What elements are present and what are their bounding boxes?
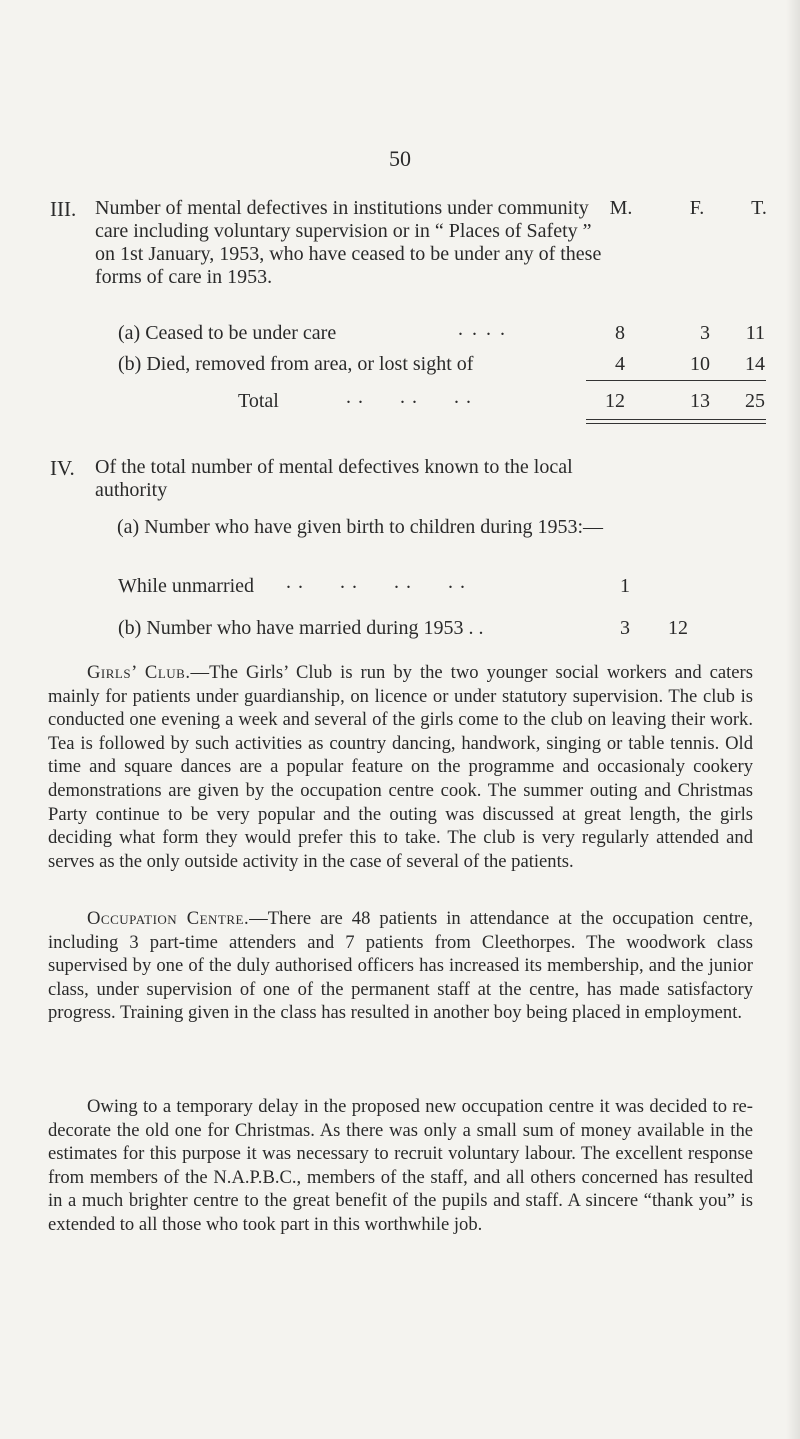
girls-club-paragraph (48, 661, 753, 873)
total-label: Total (238, 390, 279, 412)
unmarried-leader: . . . . . . . . (286, 571, 466, 593)
occupation-centre-paragraph (48, 907, 753, 1025)
total-rule-2 (586, 423, 766, 424)
section-3-number: III. (50, 197, 77, 221)
section-4-number: IV. (50, 456, 75, 480)
row-b-t: 14 (745, 353, 765, 375)
total-m: 12 (605, 390, 625, 412)
total-t: 25 (745, 390, 765, 412)
page-number: 50 (389, 146, 411, 171)
row-a-leader: . . . . (458, 318, 507, 340)
occupation-centre-text: —There are 48 patients in attendance at the occupation centre, including 3 part-time attenders and 7 patients from Cleethorpes. The woodwork class supervised by one of the duly authorised officers has increased its membership, and the junior class, under supervision of one of the permanent staff at the centre, has made satisfactory progress. Training given in the class has resulted in another boy being placed in employment. (48, 908, 753, 1024)
row-a-t: 11 (745, 322, 765, 344)
section-3-text: Number of mental defectives in institutions under community care including voluntary supervision or in “ Places of Safety ” on 1st January, 1953, who have ceased to be under any of these forms of care in 1953. (95, 197, 602, 288)
total-f: 13 (690, 390, 710, 412)
final-paragraph: Owing to a temporary delay in the proposed new occupation centre it was decided to re-decorate the old one for Christmas. As there was only a small sum of money available in the estimates for this purpose it was necessary to recruit voluntary labour. The excellent response from members of the N.A.P.B.C., members of the staff, and all others concerned has resulted in a much brighter centre to the great benefit of the pupils and staff. A sincere “thank you” is extended to all those who took part in this worthwhile job. (48, 1096, 753, 1235)
girls-club-text: —The Girls’ Club is run by the two younger social workers and caters mainly for patients under guardianship, on licence or under statutory supervision. The club is conducted one evening a week and several of the girls come to the club on leaving their work. Tea is followed by such activities as country dancing, handwork, singing or table tennis. Old time and square dances are a popular feature on the programme and occasionaly cookery demonstrations are given by the occupation centre cook. The summer outing and Christmas Party continue to be very popular and the outing was discussed at great length, the girls deciding what form they would prefer this to take. The club is very regularly attended and serves as the only outside activity in the case of several of the patients. (48, 662, 753, 872)
married-value: 3 (620, 617, 630, 639)
section-4-item-a: (a) Number who have given birth to children during 1953:— (117, 516, 603, 538)
row-b-label: (b) Died, removed from area, or lost sight of (118, 353, 474, 375)
occupation-centre-heading: Occupation Centre. (87, 908, 250, 929)
row-a-f: 3 (700, 322, 710, 344)
section-4-text: Of the total number of mental defectives known to the local authority (95, 456, 573, 501)
page-edge-shadow (786, 0, 800, 1439)
unmarried-label: While unmarried (118, 575, 255, 597)
total-leader: . . . . . . (346, 386, 472, 408)
row-a-label: (a) Ceased to be under care (118, 322, 337, 344)
subtotal-rule (586, 380, 766, 381)
column-header-f: F. (689, 197, 705, 219)
row-a-m: 8 (615, 322, 625, 344)
unmarried-value: 1 (620, 575, 630, 597)
total-rule-1 (586, 419, 766, 420)
column-header-m: M. (609, 197, 633, 219)
row-b-m: 4 (615, 353, 625, 375)
column-header-t: T. (751, 197, 767, 219)
married-value-2: 12 (668, 617, 688, 639)
girls-club-heading: Girls’ Club. (87, 662, 191, 683)
row-b-f: 10 (690, 353, 710, 375)
section-4-item-b: (b) Number who have married during 1953 . . (118, 617, 484, 639)
